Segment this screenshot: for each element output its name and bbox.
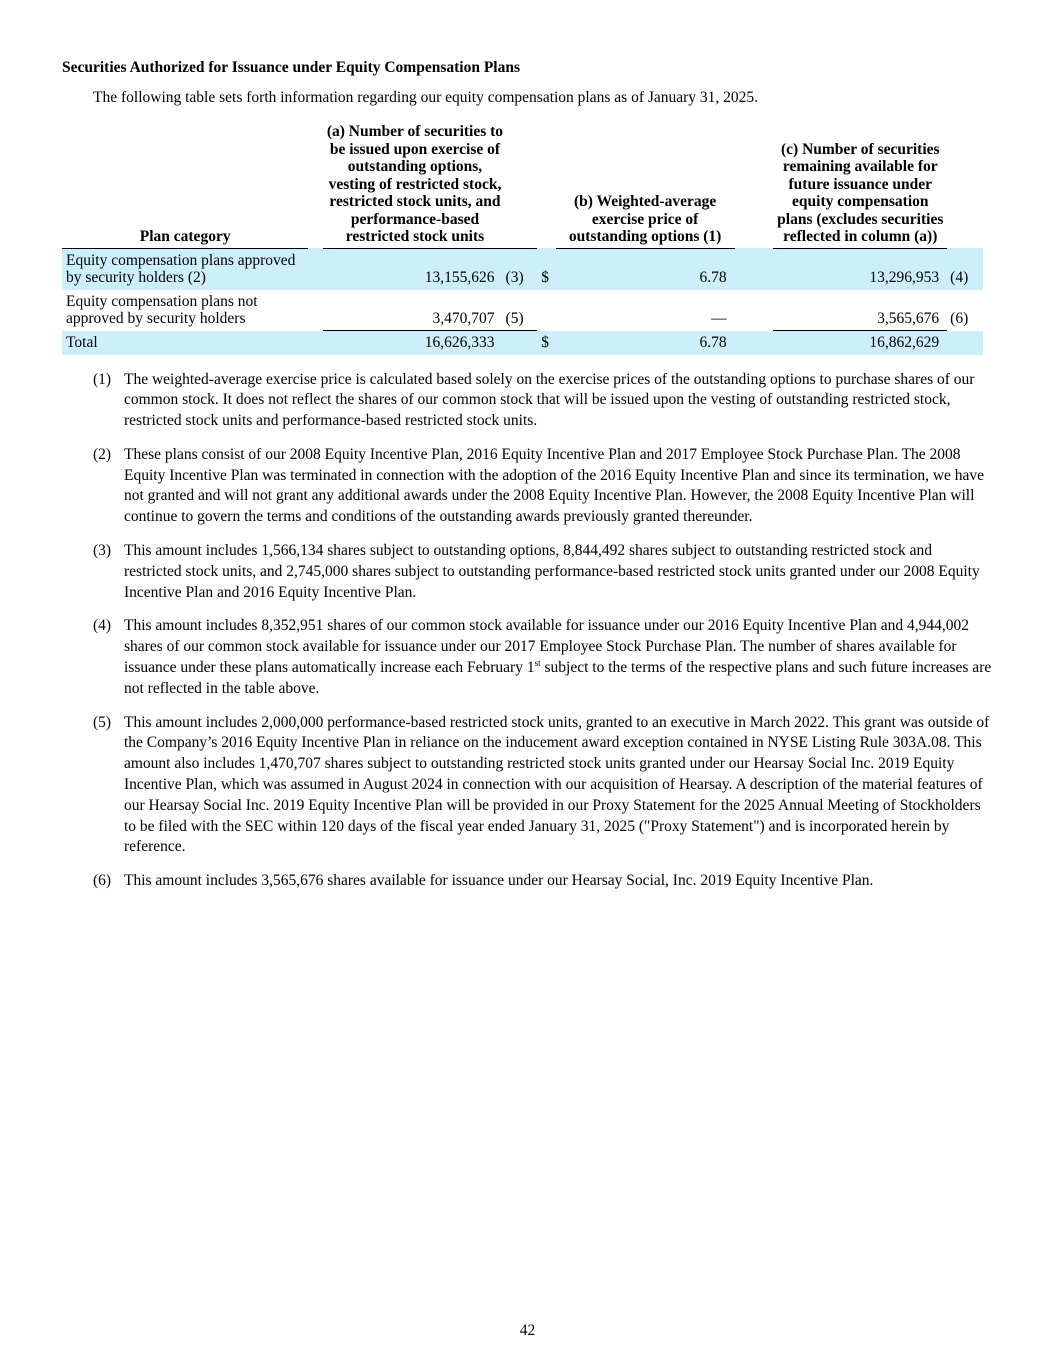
footnote-marker: (5) bbox=[93, 713, 112, 731]
cell-b-value: 6.78 bbox=[574, 248, 734, 290]
cell-c-value: 3,565,676 bbox=[877, 309, 940, 327]
section-heading: Securities Authorized for Issuance under Equity Compensation Plans bbox=[62, 59, 521, 76]
footnote-item bbox=[93, 541, 993, 603]
cell-a-footnote: (5) bbox=[505, 309, 524, 327]
footnote-item bbox=[93, 616, 993, 699]
footnote-marker: (2) bbox=[93, 445, 112, 463]
footnote-text: These plans consist of our 2008 Equity Incentive Plan, 2016 Equity Incentive Plan and 2017 Employee Stock Purchase Plan. The 2008 Equity Incentive Plan was terminated in connection with the adoption of the 2016 Equity Incentive Plan and since its termination, we have not granted and will not grant any additional awards under the 2008 Equity Incentive Plan. However, the 2008 Equity Incentive Plan will continue to govern the terms and conditions of the outstanding awards previously granted thereunder. bbox=[124, 445, 985, 526]
cell-a-value: 13,155,626 bbox=[323, 248, 503, 290]
table-row bbox=[62, 248, 983, 290]
cell-b-value: — bbox=[711, 310, 727, 327]
equity-compensation-table bbox=[62, 123, 983, 355]
cell-c-footnote: (4) bbox=[947, 248, 983, 290]
table-row bbox=[62, 290, 983, 331]
footnote-text: This amount includes 3,565,676 shares available for issuance under our Hearsay Social, Inc. 2019 Equity Incentive Plan. bbox=[124, 872, 874, 890]
table-row-total bbox=[62, 331, 983, 355]
page-number: 42 bbox=[519, 1322, 536, 1339]
footnote-item bbox=[93, 871, 993, 892]
ordinal-superscript: st bbox=[534, 657, 541, 668]
footnote-marker: (6) bbox=[93, 872, 112, 890]
document-page bbox=[62, 58, 992, 905]
cell-c-footnote bbox=[947, 331, 983, 355]
footnote-text: This amount includes 1,566,134 shares subject to outstanding options, 8,844,492 shares subject to outstanding restricted stock and restricted stock units, and 2,745,000 shares subject to outstanding performance-based restricted stock units granted under our 2008 Equity Incentive Plan and 2016 Equity Incentive Plan. bbox=[124, 542, 980, 601]
footnote-marker: (4) bbox=[93, 617, 112, 635]
footnote-text: This amount includes 2,000,000 performance-based restricted stock units, granted to an executive in March 2022. This grant was outside of the Company’s 2016 Equity Incentive Plan in reliance on the inducement award exception contained in NYSE Listing Rule 303A.08. This amount also includes 1,470,707 shares subject to outstanding restricted stock units granted under our Hearsay Social Inc. 2019 Equity Incentive Plan, which was assumed in August 2024 in connection with our acquisition of Hearsay. A description of the material features of our Hearsay Social Inc. 2019 Equity Incentive Plan will be provided in our Proxy Statement for the 2025 Annual Meeting of Stockholders to be filed with the SEC within 120 days of the fiscal year ended January 31, 2025 ("Proxy Statement") and is incorporated herein by reference. bbox=[124, 713, 990, 856]
row-label: Equity compensation plans approved by security holders (2) bbox=[62, 248, 308, 290]
cell-b-currency bbox=[537, 290, 555, 331]
cell-c-footnote: (6) bbox=[950, 310, 969, 327]
cell-a-footnote bbox=[503, 331, 538, 355]
cell-b-currency: $ bbox=[537, 331, 555, 355]
footnote-item bbox=[93, 713, 993, 859]
footnote-item bbox=[93, 445, 993, 528]
cell-b-currency: $ bbox=[537, 248, 555, 290]
row-label: Equity compensation plans not approved by security holders bbox=[66, 292, 258, 327]
cell-c-value: 13,296,953 bbox=[773, 248, 947, 290]
header-column-a: (a) Number of securities to be issued upon exercise of outstanding options, vesting of restricted stock, restricted stock units, and performance-based restricted stock units bbox=[323, 123, 538, 248]
cell-a-value: 3,470,707 bbox=[432, 309, 495, 327]
cell-c-value: 16,862,629 bbox=[773, 331, 947, 355]
footnote-marker: (1) bbox=[93, 370, 112, 388]
cell-a-value: 16,626,333 bbox=[323, 331, 503, 355]
footnote-text bbox=[124, 616, 993, 699]
cell-a-footnote: (3) bbox=[503, 248, 538, 290]
header-plan-category: Plan category bbox=[62, 123, 308, 248]
header-column-c: (c) Number of securities remaining available for future issuance under equity compensation plans (excludes securities reflected in column (a)) bbox=[773, 123, 947, 248]
footnote-text-part: subject to the terms of the respective plans and such future increases are not reflected in the table above. bbox=[124, 659, 992, 697]
row-label: Total bbox=[62, 331, 308, 355]
intro-paragraph: The following table sets forth information regarding our equity compensation plans as of January 31, 2025. bbox=[93, 89, 759, 106]
table-header-row bbox=[62, 123, 983, 248]
footnotes bbox=[93, 370, 993, 893]
footnote-text: The weighted-average exercise price is calculated based solely on the exercise prices of the outstanding options to purchase shares of our common stock. It does not reflect the shares of our common stock that will be issued upon the vesting of outstanding restricted stock, restricted stock units and performance-based restricted stock units. bbox=[124, 370, 975, 430]
footnote-text-part: This amount includes 8,352,951 shares of our common stock available for issuance under our 2016 Equity Incentive Plan and 4,944,002 shares of our common stock available for issuance under our 2017 Employee Stock Purchase Plan. The number of shares available for issuance under these plans automatically increase each February 1 bbox=[124, 617, 969, 677]
footnote-marker: (3) bbox=[93, 542, 112, 560]
cell-b-value: 6.78 bbox=[574, 331, 734, 355]
header-column-b: (b) Weighted-average exercise price of outstanding options (1) bbox=[556, 123, 735, 248]
footnote-item bbox=[93, 370, 993, 432]
